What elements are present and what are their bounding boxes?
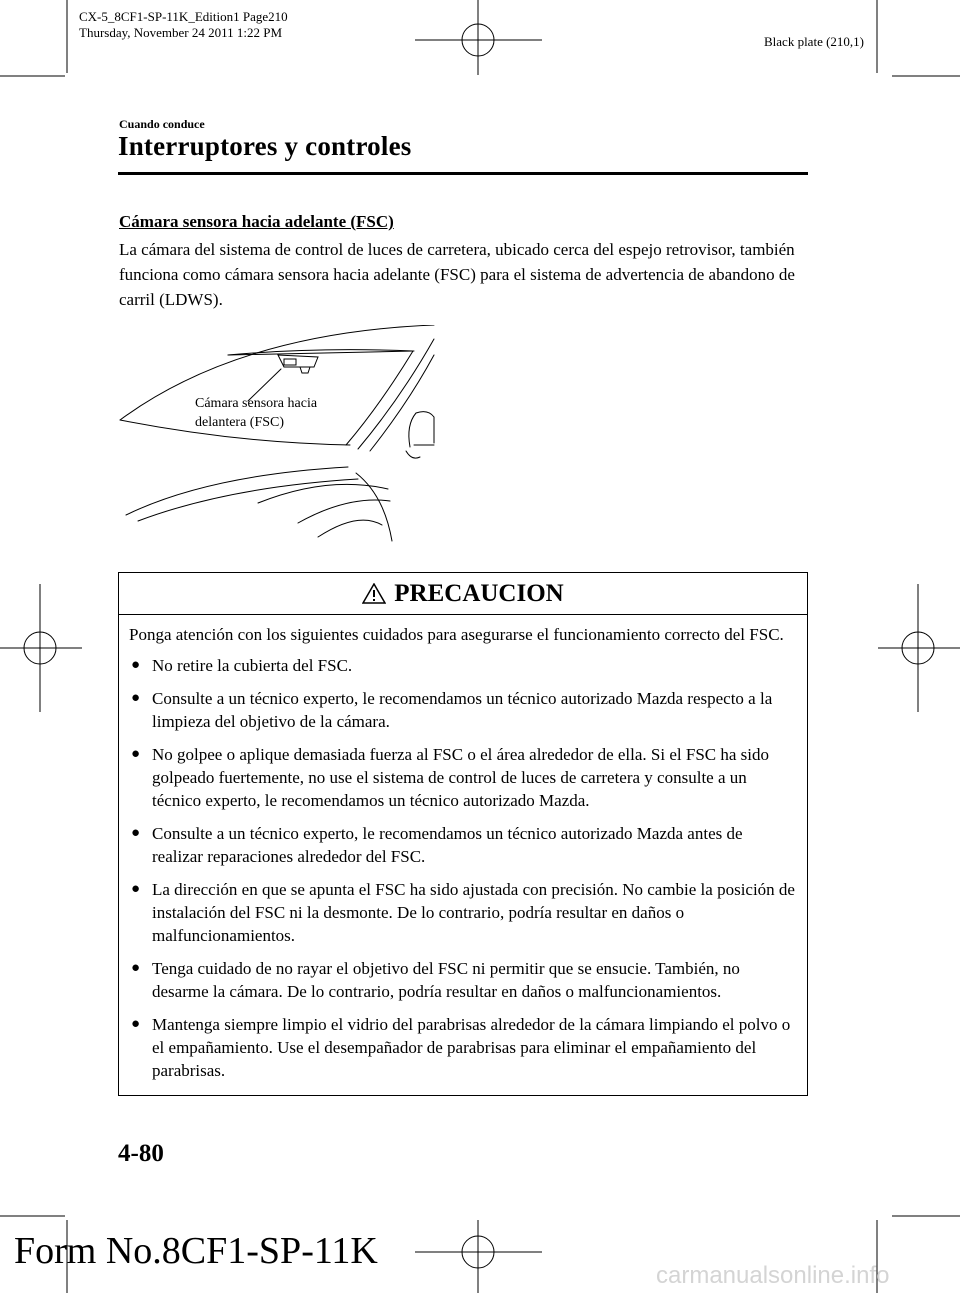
caution-body [119,615,807,1082]
bullet-icon: ● [131,657,141,673]
watermark: carmanualsonline.info [656,1262,890,1289]
caution-item: ● Consulte a un técnico experto, le recomendamos un técnico autorizado Mazda respecto a la limpieza del objetivo de la cámara. [131,689,773,731]
warning-triangle-icon [362,583,386,604]
header-file-info [79,9,288,41]
caution-item: ● No retire la cubierta del FSC. [131,656,353,675]
caution-intro: Ponga atención con los siguientes cuidados para asegurarse el funcionamiento correcto del FSC. [129,625,784,644]
caution-header [119,573,807,615]
header-date-line: Thursday, November 24 2011 1:22 PM [79,25,283,40]
bullet-icon: ● [131,960,141,976]
caution-item: ● Mantenga siempre limpio el vidrio del parabrisas alrededor de la cámara limpiando el polvo o el empañamiento. Use el desempañador de parabrisas para eliminar el empañamiento del parabrisas. [131,1015,791,1080]
caution-box [118,572,808,1096]
bullet-icon: ● [131,881,141,897]
page-number: 4-80 [118,1140,164,1167]
callout-line-1: Cámara sensora hacia [195,396,318,411]
callout-line-2: delantera (FSC) [195,415,285,430]
bullet-icon: ● [131,690,141,706]
bullet-icon: ● [131,1016,141,1032]
section-label: Cuando conduce [119,117,205,131]
intro-paragraph: La cámara del sistema de control de luces de carretera, ubicado cerca del espejo retrovisor, también funciona como cámara sensora hacia adelante (FSC) para el sistema de advertencia de abandono de carril (LDWS). [119,240,795,309]
caution-item: ● Consulte a un técnico experto, le recomendamos un técnico autorizado Mazda antes de realizar reparaciones alrededor del FSC. [131,824,743,866]
caution-item: ● La dirección en que se apunta el FSC ha sido ajustada con precisión. No cambie la posición de instalación del FSC ni la desmonte. De lo contrario, podría resultar en daños o malfuncionamientos. [131,880,795,945]
header-file-line: CX-5_8CF1-SP-11K_Edition1 Page210 [79,9,288,24]
bullet-icon: ● [131,825,141,841]
windshield-illustration [118,325,438,543]
caution-item: ● Tenga cuidado de no rayar el objetivo del FSC ni permitir que se ensucie. También, no desarme la cámara. De lo contrario, podría resultar en daños o malfuncionamientos. [131,959,740,1001]
chapter-title: Interruptores y controles [118,131,412,161]
caution-title: PRECAUCION [394,579,564,607]
caution-list [129,654,797,1082]
subheading: Cámara sensora hacia adelante (FSC) [119,212,394,231]
form-number: Form No.8CF1-SP-11K [14,1230,378,1272]
bullet-icon: ● [131,746,141,762]
caution-item: ● No golpee o aplique demasiada fuerza al FSC o el área alrededor de ella. Si el FSC ha sido golpeado fuertemente, no use el sistema de control de luces de carretera y consulte a un técnico experto, le recomendamos un técnico autorizado Mazda. [131,745,770,810]
title-rule [118,172,808,175]
header-plate: Black plate (210,1) [764,34,864,49]
